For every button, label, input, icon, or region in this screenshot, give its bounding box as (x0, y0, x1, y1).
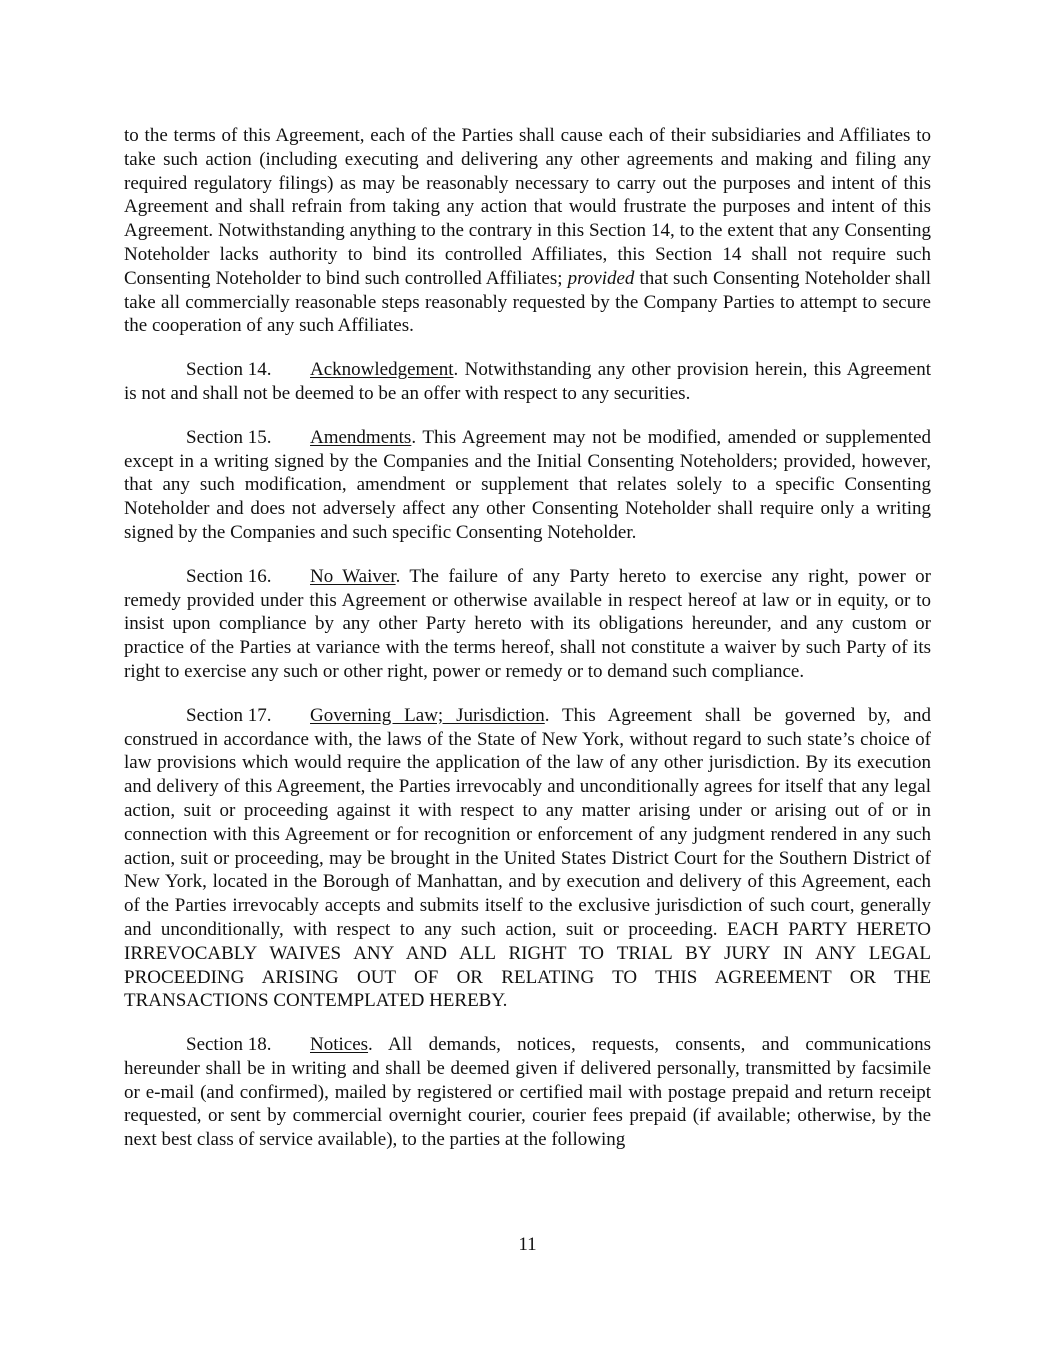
intro-text: to the terms of this Agreement, each of the Parties shall cause each of their subsidiaries and Affiliates to take such action (including executing and delivering any other agreements and making and filing any required regulatory filings) as may be reasonably necessary to carry out the purposes and intent of this Agreement and shall refrain from taking any action that would frustrate the purposes and intent of this Agreement. Notwithstanding anything to the contrary in this Section 14, to the extent that any Consenting Noteholder lacks authority to bind its controlled Affiliates, this Section 14 shall not require such Consenting Noteholder to bind such controlled Affiliates; (124, 125, 931, 289)
section-title: Governing Law; Jurisdiction (310, 704, 545, 726)
section-number: Section 16. (186, 565, 272, 587)
section-number: Section 18. (186, 1034, 272, 1056)
section-15-paragraph (124, 426, 931, 545)
intro-text-end: that such Consenting Noteholder shall take all commercially reasonable steps reasonably requested by the Company Parties to attempt to secure the cooperation of any such Affiliates. (124, 267, 931, 337)
section-title: Acknowledgement (310, 359, 454, 381)
document-page (124, 124, 931, 1172)
section-body: . This Agreement may not be modified, amended or supplemented except in a writing signed by the Companies and the Initial Consenting Noteholders; provided, however, that any such modification, amendment or supplement that relates solely to a specific Consenting Noteholder and does not adversely affect any other Consenting Noteholder shall require only a writing signed by the Companies and such specific Consenting Noteholder. (124, 426, 931, 543)
section-body: . Notwithstanding any other provision herein, this Agreement is not and shall not be deemed to be an offer with respect to any securities. (124, 359, 931, 404)
section-18-paragraph (124, 1033, 931, 1152)
page-number: 11 (518, 1234, 537, 1255)
section-number: Section 14. (186, 359, 272, 381)
section-number: Section 15. (186, 426, 272, 448)
section-title: No Waiver (310, 565, 396, 587)
section-number: Section 17. (186, 704, 272, 726)
section-14-paragraph (124, 358, 931, 406)
intro-paragraph (124, 124, 931, 338)
section-body: . All demands, notices, requests, consents, and communications hereunder shall be in writing and shall be deemed given if delivered personally, transmitted by facsimile or e-mail (and confirmed), mailed by registered or certified mail with postage prepaid and return receipt requested, or sent by commercial overnight courier, courier fees prepaid (if available; otherwise, by the next best class of service available), to the parties at the following (124, 1034, 931, 1151)
section-body: . The failure of any Party hereto to exercise any right, power or remedy provided under this Agreement or otherwise available in respect hereof at law or in equity, or to insist upon compliance by any other Party hereto with its obligations hereunder, and any custom or practice of the Parties at variance with the terms hereof, shall not constitute a waiver by such Party of its right to exercise any such or other right, power or remedy or to demand such compliance. (124, 565, 932, 682)
section-17-paragraph (124, 704, 931, 1013)
section-title: Amendments (310, 426, 412, 448)
section-16-paragraph (124, 565, 931, 684)
section-title: Notices (310, 1034, 369, 1056)
intro-italic-term: provided (567, 267, 635, 289)
section-body: . This Agreement shall be governed by, and construed in accordance with, the laws of the State of New York, without regard to such state’s choice of law provisions which would require the application of the law of any other jurisdiction. By its execution and delivery of this Agreement, the Parties irrevocably and unconditionally agrees for itself that any legal action, suit or proceeding against it with respect to any matter arising under or arising out of or in connection with this Agreement or for recognition or enforcement of any judgment rendered in any such action, suit or proceeding, may be brought in the United States District Court for the Southern District of New York, located in the Borough of Manhattan, and by execution and delivery of this Agreement, each of the Parties irrevocably accepts and submits itself to the exclusive jurisdiction of such court, generally and unconditionally, with respect to any such action, suit or proceeding. EACH PARTY HERETO IRREVOCABLY WAIVES ANY AND ALL RIGHT TO TRIAL BY JURY IN ANY LEGAL PROCEEDING ARISING OUT OF OR RELATING TO THIS AGREEMENT OR THE TRANSACTIONS CONTEMPLATED HEREBY. (124, 704, 931, 1012)
